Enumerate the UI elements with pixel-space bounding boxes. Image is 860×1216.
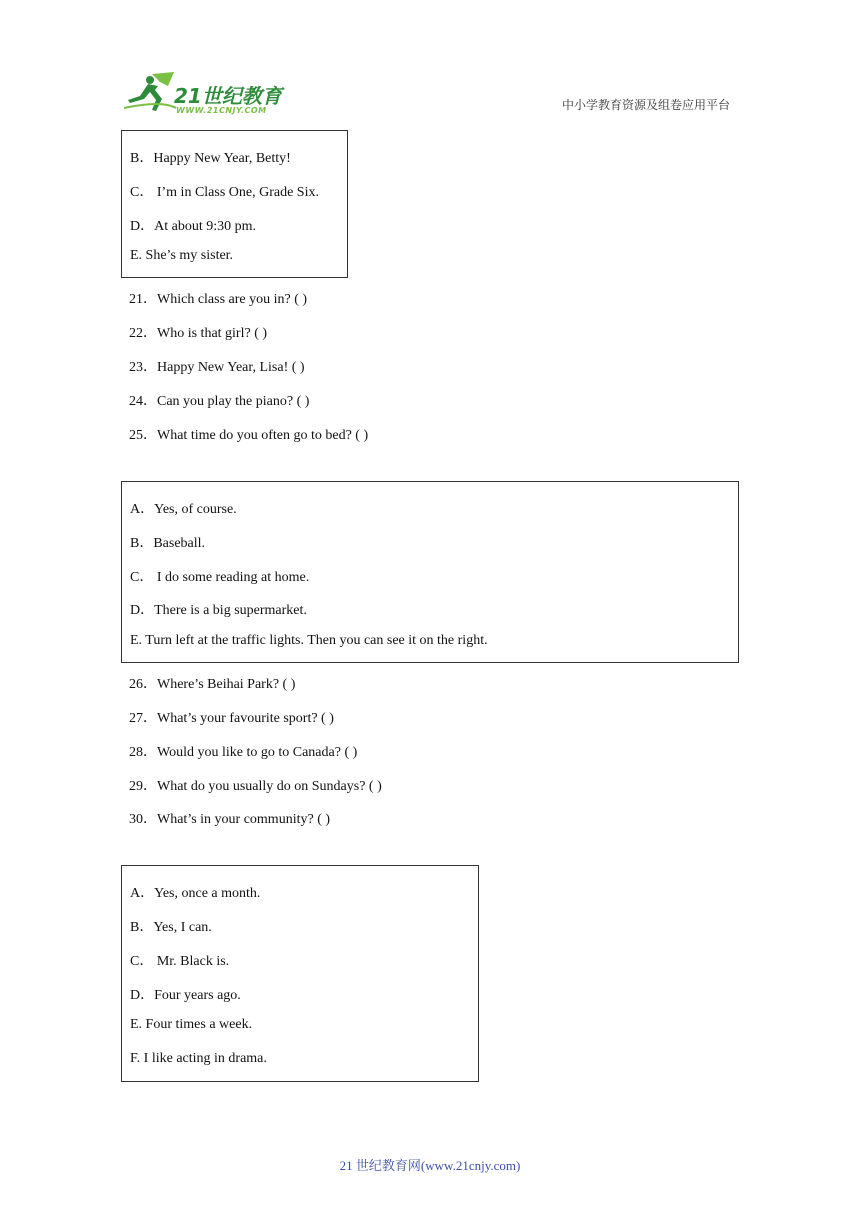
question-24: 24．Can you play the piano? ( ) (129, 394, 310, 409)
question-30: 30．What’s in your community? ( ) (129, 812, 331, 827)
option-e: E. Turn left at the traffic lights. Then you can see it on the right. (130, 633, 488, 648)
options-box-2 (121, 481, 739, 663)
options-box-3 (121, 865, 479, 1082)
logo-url: WWW.21CNJY.COM (176, 106, 267, 115)
question-27: 27．What’s your favourite sport? ( ) (129, 711, 334, 726)
question-23: 23．Happy New Year, Lisa! ( ) (129, 360, 305, 375)
option-e: E. She’s my sister. (130, 248, 234, 263)
option-b: B．Happy New Year, Betty! (130, 151, 291, 166)
option-c: C． Mr. Black is. (130, 954, 230, 969)
platform-label: 中小学教育资源及组卷应用平台 (561, 98, 730, 112)
option-d: D．There is a big supermarket. (130, 603, 307, 618)
option-d: D．At about 9:30 pm. (130, 219, 256, 234)
question-22: 22．Who is that girl? ( ) (129, 326, 268, 341)
option-c: C． I do some reading at home. (130, 570, 310, 585)
option-d: D．Four years ago. (130, 988, 241, 1003)
logo-text: 21世纪教育 (174, 84, 282, 108)
question-25: 25．What time do you often go to bed? ( ) (129, 428, 369, 443)
site-logo (122, 70, 292, 120)
option-f: F. I like acting in drama. (130, 1051, 267, 1066)
option-c: C． I’m in Class One, Grade Six. (130, 185, 319, 200)
option-b: B．Baseball. (130, 536, 206, 551)
question-28: 28．Would you like to go to Canada? ( ) (129, 745, 358, 760)
options-box-1 (121, 130, 348, 278)
option-a: A．Yes, once a month. (130, 886, 261, 901)
question-29: 29．What do you usually do on Sundays? ( ) (129, 779, 382, 794)
question-21: 21．Which class are you in? ( ) (129, 292, 308, 307)
option-b: B．Yes, I can. (130, 920, 212, 935)
question-26: 26．Where’s Beihai Park? ( ) (129, 677, 296, 692)
option-e: E. Four times a week. (130, 1017, 253, 1032)
footer-link[interactable]: 21 世纪教育网(www.21cnjy.com) (339, 1158, 521, 1173)
option-a: A．Yes, of course. (130, 502, 237, 517)
